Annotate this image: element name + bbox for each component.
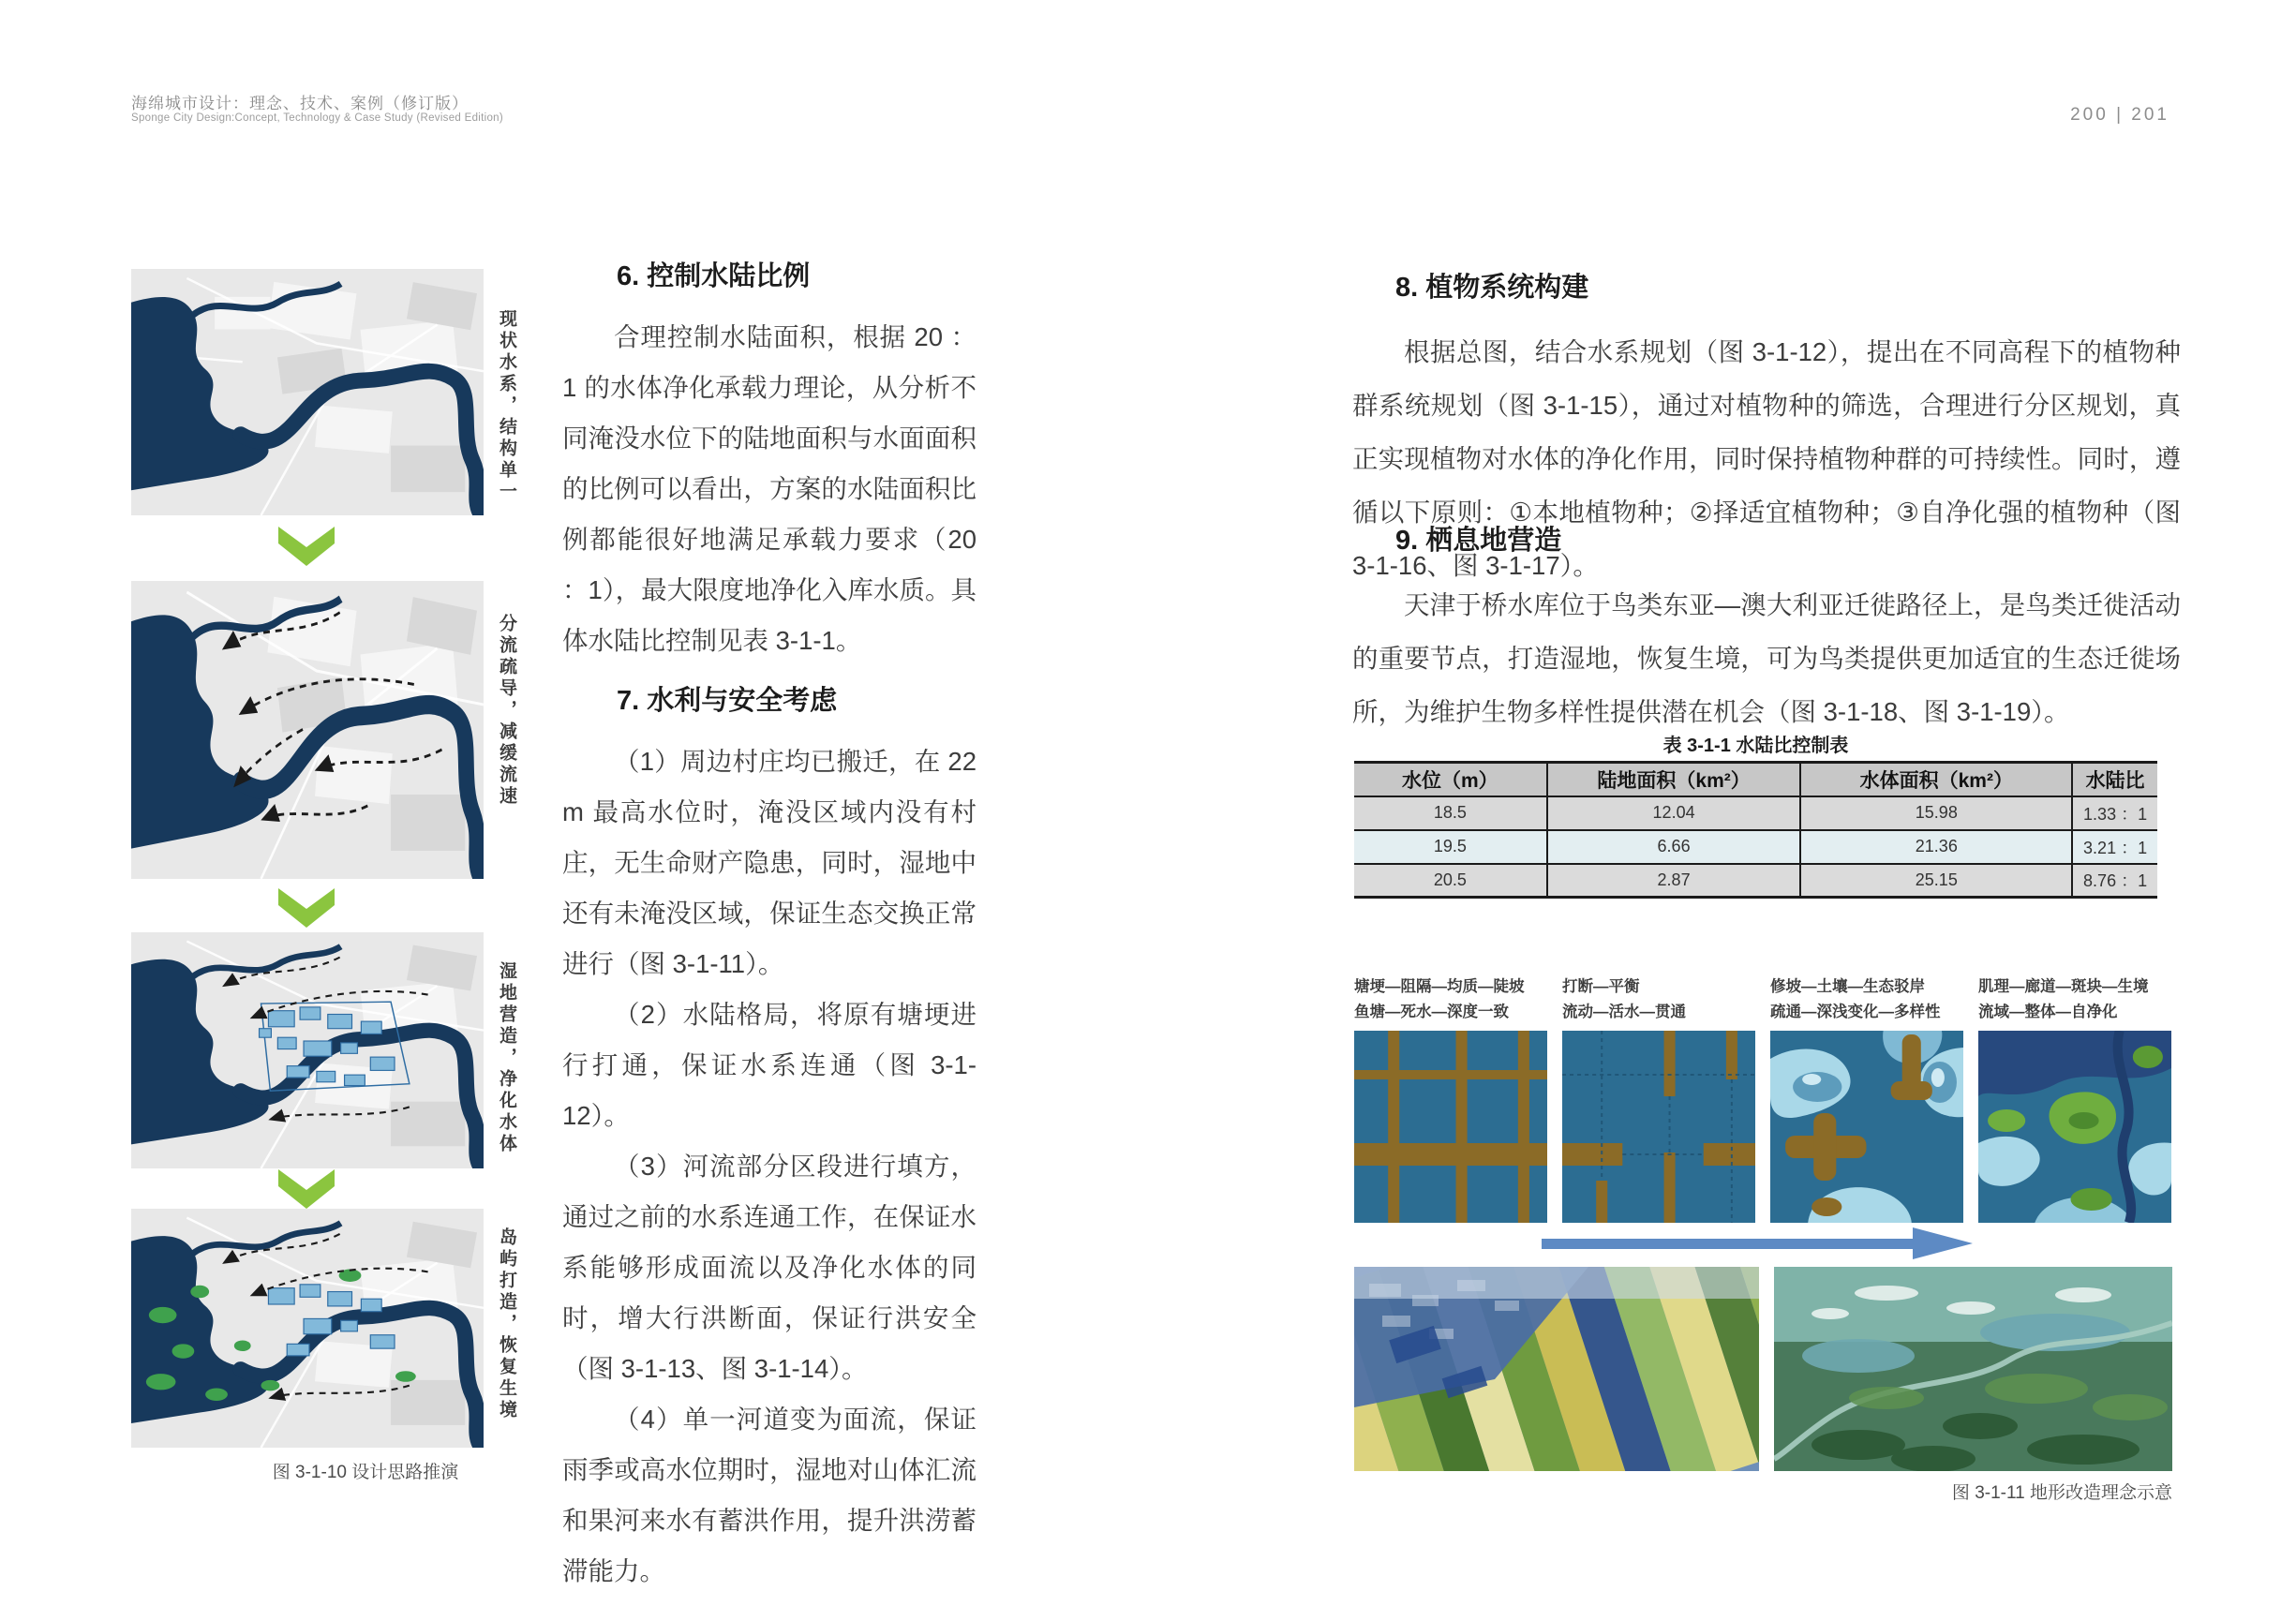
section-7-paragraph-2: （2）水陆格局，将原有塘埂进行打通，保证水系连通（图 3-1-12）。	[562, 1000, 977, 1130]
section-7-paragraph-1: （1）周边村庄均已搬迁，在 22 m 最高水位时，淹没区域内没有村庄，无生命财产隐患，同时，湿地中还有未淹没区域，保证生态交换正常进行（图 3-1-11）。	[562, 747, 977, 978]
map-stage-label-4: 岛屿打造，恢复生境	[497, 1227, 516, 1421]
table-row	[1354, 796, 2157, 830]
section-7-paragraph-4: （4）单一河道变为面流，保证雨季或高水位期时，湿地对山体汇流和果河来水有蓄洪作用，提升洪涝蓄滞能力。	[562, 1405, 977, 1585]
table-row	[1354, 830, 2157, 864]
cell: 2.87	[1547, 864, 1801, 898]
right-arrow-icon	[1542, 1227, 1973, 1259]
cell: 8.76 ：1	[2072, 864, 2157, 898]
map-stage-label-3: 湿地营造，净化水体	[497, 961, 516, 1155]
col-water-area: 水体面积（km²）	[1800, 763, 2072, 796]
table-caption: 表 3-1-1 水陆比控制表	[1662, 736, 1849, 756]
cell: 6.66	[1547, 830, 1801, 864]
col-ratio: 水陆比	[2072, 763, 2157, 796]
green-chevron-down-icon	[276, 1167, 336, 1211]
page-numbers: 200 | 201	[2070, 105, 2169, 125]
label-line: 塘埂—阻隔—均质—陡坡	[1354, 978, 1525, 995]
map-stage-label-1: 现状水系，结构单一	[497, 309, 516, 503]
terrain-diagram-breaking	[1562, 1031, 1755, 1223]
aerial-photo-wetland	[1774, 1267, 2172, 1471]
table-row	[1354, 864, 2157, 898]
label-line: 鱼塘—死水—深度一致	[1354, 1004, 1509, 1020]
green-chevron-down-icon	[276, 525, 336, 568]
section-9	[1352, 519, 2181, 738]
map-stage-label-2: 分流疏导，减缓流速	[497, 614, 516, 808]
section-6-heading: 6. 控制水陆比例	[617, 261, 811, 291]
aerial-photo-fishponds	[1354, 1267, 1759, 1471]
terrain-diagram-ponds	[1354, 1031, 1547, 1223]
label-line: 打断—平衡	[1562, 978, 1640, 995]
label-line: 疏通—深浅变化—多样性	[1770, 1004, 1941, 1020]
label-line: 流动—活水—贯通	[1562, 1004, 1686, 1020]
terrain-diagram-habitat	[1978, 1031, 2171, 1223]
terrain-diagram-eco-banks	[1770, 1031, 1963, 1223]
left-text-column	[562, 255, 977, 1597]
cell: 21.36	[1800, 830, 2072, 864]
cell: 25.15	[1800, 864, 2072, 898]
cell: 15.98	[1800, 796, 2072, 830]
design-evolution-map-1	[131, 269, 484, 515]
diagram-label-3	[1770, 974, 1963, 1025]
label-line: 修坡—土壤—生态驳岸	[1770, 978, 1925, 995]
cell: 19.5	[1354, 830, 1547, 864]
section-6-paragraph: 合理控制水陆面积，根据 20 ：1 的水体净化承载力理论，从分析不同淹没水位下的陆地面积与水面面积的比例可以看出，方案的水陆面积比例都能很好地满足承载力要求（20 ：1），最大限度地净化入库水质。具体水陆比控制见表 3-1-1。	[562, 322, 977, 655]
section-7-paragraph-3: （3）河流部分区段进行填方，通过之前的水系连通工作，在保证水系能够形成面流以及净化水体的同时，增大行洪断面，保证行洪安全（图 3-1-13、图 3-1-14）。	[562, 1152, 977, 1383]
green-chevron-down-icon	[276, 886, 336, 929]
diagram-label-4	[1978, 974, 2171, 1025]
cell: 1.33 ：1	[2072, 796, 2157, 830]
col-water-level: 水位（m）	[1354, 763, 1547, 796]
diagram-label-1	[1354, 974, 1547, 1025]
figure-caption-3-1-11: 图 3-1-11 地形改造理念示意	[1951, 1483, 2172, 1503]
label-line: 流域—整体—自净化	[1978, 1004, 2118, 1020]
section-8-paragraph: 根据总图，结合水系规划（图 3-1-12），提出在不同高程下的植物种群系统规划（图 3-1-15），通过对植物种的筛选，合理进行分区规划，真正实现植物对水体的净化作用，同时保持植物种群的可持续性。同时，遵循以下原则：①本地植物种；②择适宜植物种；③自净化强的植物种（图 3-1-16、图 3-1-17）。	[1352, 337, 2181, 580]
water-land-ratio-table	[1354, 761, 2157, 899]
cell: 3.21 ：1	[2072, 830, 2157, 864]
cell: 12.04	[1547, 796, 1801, 830]
diagram-label-2	[1562, 974, 1755, 1025]
book-title: 海绵城市设计：理念、技术、案例（修订版）	[131, 95, 469, 112]
section-9-paragraph: 天津于桥水库位于鸟类东亚—澳大利亚迁徙路径上，是鸟类迁徙活动的重要节点，打造湿地，恢复生境，可为鸟类提供更加适宜的生态迁徙场所，为维护生物多样性提供潜在机会（图 3-1-18、图 3-1-19）。	[1352, 590, 2181, 726]
label-line: 肌理—廊道—斑块—生境	[1978, 978, 2149, 995]
section-8-heading: 8. 植物系统构建	[1395, 273, 1589, 303]
cell: 20.5	[1354, 864, 1547, 898]
col-land-area: 陆地面积（km²）	[1547, 763, 1801, 796]
section-7-heading: 7. 水利与安全考虑	[617, 686, 838, 716]
book-title-english: Sponge City Design:Concept, Technology & Case Study (Revised Edition)	[131, 112, 503, 124]
table-header-row	[1354, 763, 2157, 796]
cell: 18.5	[1354, 796, 1547, 830]
design-evolution-map-2	[131, 581, 484, 879]
design-evolution-map-4	[131, 1209, 484, 1448]
section-9-heading: 9. 栖息地营造	[1395, 526, 1562, 556]
design-evolution-map-3	[131, 932, 484, 1168]
figure-caption-3-1-10: 图 3-1-10 设计思路推演	[272, 1463, 459, 1482]
